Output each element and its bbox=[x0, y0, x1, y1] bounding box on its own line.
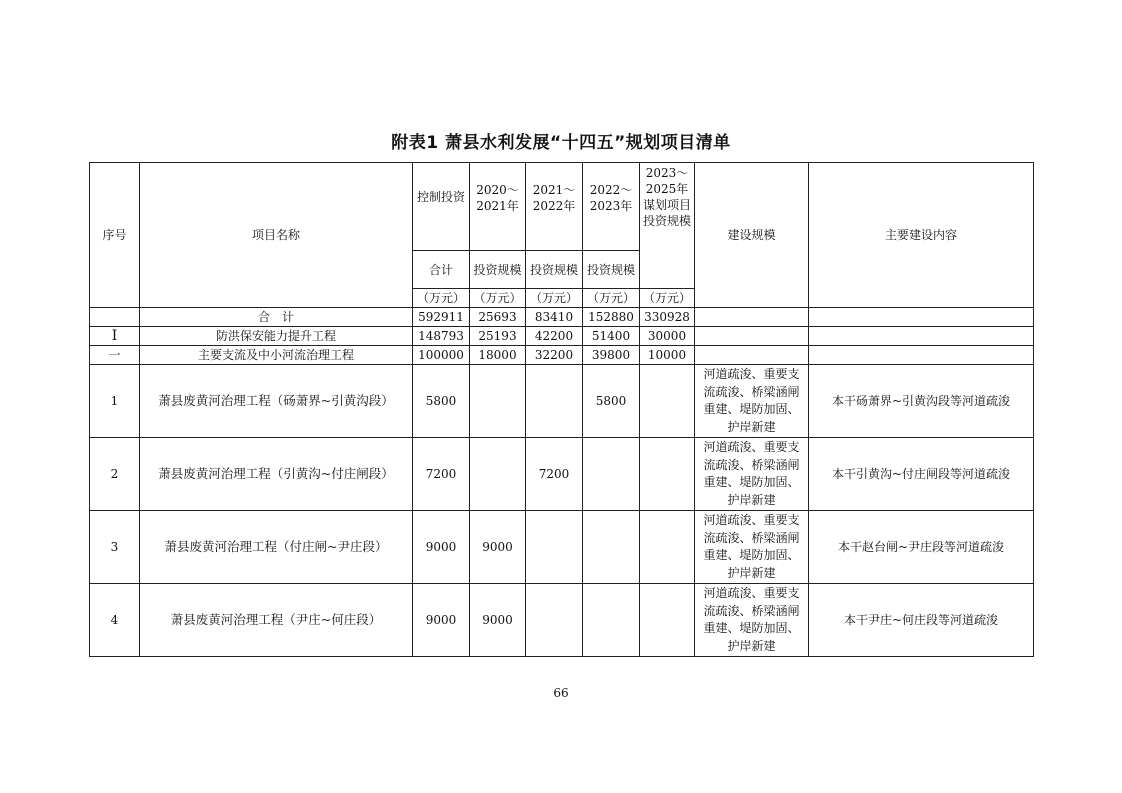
table-row bbox=[90, 327, 1034, 346]
row-y4 bbox=[640, 511, 695, 584]
row-y4 bbox=[640, 584, 695, 657]
header-2022-2023 bbox=[583, 163, 640, 251]
row-y3: 39800 bbox=[583, 346, 640, 365]
row-y4: 30000 bbox=[640, 327, 695, 346]
row-y2 bbox=[526, 365, 583, 438]
header-2023-2025 bbox=[640, 163, 695, 289]
row-y1: 18000 bbox=[470, 346, 526, 365]
header-control-investment-text: 控制投资 bbox=[416, 190, 465, 204]
row-scale bbox=[695, 511, 809, 584]
project-list-table bbox=[89, 162, 1034, 657]
row-content bbox=[809, 327, 1034, 346]
row-content: 本干引黄沟~付庄闸段等河道疏浚 bbox=[809, 438, 1034, 511]
row-scale-text: 河道疏浚、重要支流疏浚、桥梁涵闸重建、堤防加固、护岸新建 bbox=[703, 367, 800, 434]
row-name: 防洪保安能力提升工程 bbox=[140, 327, 413, 346]
row-total: 7200 bbox=[413, 438, 470, 511]
row-name: 萧县废黄河治理工程（付庄闸~尹庄段） bbox=[140, 511, 413, 584]
row-scale bbox=[695, 308, 809, 327]
header-invest-scale-1-text: 投资规模 bbox=[473, 262, 522, 277]
row-content: 本干尹庄~何庄段等河道疏浚 bbox=[809, 584, 1034, 657]
row-seq: 4 bbox=[90, 584, 140, 657]
header-2023-2025-text: 2023～2025年谋划项目投资规模 bbox=[643, 166, 692, 228]
row-name: 萧县废黄河治理工程（尹庄~何庄段） bbox=[140, 584, 413, 657]
header-2022-2023-text: 2022～2023年 bbox=[589, 183, 633, 213]
header-invest-scale-3-text: 投资规模 bbox=[586, 262, 635, 277]
row-scale-text: 河道疏浚、重要支流疏浚、桥梁涵闸重建、堤防加固、护岸新建 bbox=[703, 440, 800, 507]
header-main-content: 主要建设内容 bbox=[809, 163, 1034, 308]
row-seq: 3 bbox=[90, 511, 140, 584]
row-y2 bbox=[526, 584, 583, 657]
row-content bbox=[809, 308, 1034, 327]
row-y3 bbox=[583, 584, 640, 657]
row-total: 9000 bbox=[413, 584, 470, 657]
row-y3 bbox=[583, 511, 640, 584]
header-unit-3: （万元） bbox=[526, 289, 583, 308]
row-name: 合 计 bbox=[140, 308, 413, 327]
header-control-investment bbox=[413, 163, 470, 251]
row-seq bbox=[90, 308, 140, 327]
row-total: 100000 bbox=[413, 346, 470, 365]
table-row bbox=[90, 438, 1034, 511]
table-row bbox=[90, 308, 1034, 327]
table-row bbox=[90, 584, 1034, 657]
header-2021-2022-text: 2021～2022年 bbox=[532, 183, 576, 213]
header-2020-2021-text: 2020～2021年 bbox=[476, 183, 519, 213]
row-total: 592911 bbox=[413, 308, 470, 327]
row-scale-text: 河道疏浚、重要支流疏浚、桥梁涵闸重建、堤防加固、护岸新建 bbox=[703, 513, 800, 580]
header-unit-5: （万元） bbox=[640, 289, 695, 308]
row-y2 bbox=[526, 511, 583, 584]
header-unit-1: （万元） bbox=[413, 289, 470, 308]
row-y4 bbox=[640, 438, 695, 511]
document-title: 附表1 萧县水利发展“十四五”规划项目清单 bbox=[391, 133, 731, 153]
row-y3: 51400 bbox=[583, 327, 640, 346]
header-seq: 序号 bbox=[90, 163, 140, 308]
header-invest-scale-2-text: 投资规模 bbox=[529, 262, 578, 277]
row-content bbox=[809, 346, 1034, 365]
table-row bbox=[90, 365, 1034, 438]
header-2020-2021 bbox=[470, 163, 526, 251]
table-row bbox=[90, 346, 1034, 365]
row-scale-text: 河道疏浚、重要支流疏浚、桥梁涵闸重建、堤防加固、护岸新建 bbox=[703, 586, 800, 653]
row-seq: I bbox=[90, 327, 140, 346]
header-unit-2: （万元） bbox=[470, 289, 526, 308]
row-total: 148793 bbox=[413, 327, 470, 346]
table-row bbox=[90, 511, 1034, 584]
row-scale bbox=[695, 584, 809, 657]
row-scale bbox=[695, 438, 809, 511]
row-seq: 一 bbox=[90, 346, 140, 365]
row-y2: 42200 bbox=[526, 327, 583, 346]
row-y3 bbox=[583, 438, 640, 511]
row-name: 主要支流及中小河流治理工程 bbox=[140, 346, 413, 365]
row-content: 本干赵台闸~尹庄段等河道疏浚 bbox=[809, 511, 1034, 584]
header-build-scale: 建设规模 bbox=[695, 163, 809, 308]
row-y1 bbox=[470, 365, 526, 438]
row-content: 本干砀萧界~引黄沟段等河道疏浚 bbox=[809, 365, 1034, 438]
row-y2: 32200 bbox=[526, 346, 583, 365]
header-row-1 bbox=[90, 163, 1034, 251]
row-scale bbox=[695, 346, 809, 365]
row-y1: 25193 bbox=[470, 327, 526, 346]
row-y2: 7200 bbox=[526, 438, 583, 511]
row-total: 9000 bbox=[413, 511, 470, 584]
row-seq: 1 bbox=[90, 365, 140, 438]
row-seq: 2 bbox=[90, 438, 140, 511]
header-name: 项目名称 bbox=[140, 163, 413, 308]
row-y2: 83410 bbox=[526, 308, 583, 327]
row-y3: 5800 bbox=[583, 365, 640, 438]
row-y1: 9000 bbox=[470, 511, 526, 584]
header-invest-scale-2 bbox=[526, 251, 583, 289]
row-scale bbox=[695, 365, 809, 438]
row-y3: 152880 bbox=[583, 308, 640, 327]
row-y1: 25693 bbox=[470, 308, 526, 327]
row-y4: 330928 bbox=[640, 308, 695, 327]
row-y4: 10000 bbox=[640, 346, 695, 365]
row-name: 萧县废黄河治理工程（引黄沟~付庄闸段） bbox=[140, 438, 413, 511]
row-y1: 9000 bbox=[470, 584, 526, 657]
header-total: 合计 bbox=[413, 251, 470, 289]
row-scale bbox=[695, 327, 809, 346]
row-y4 bbox=[640, 365, 695, 438]
header-invest-scale-3 bbox=[583, 251, 640, 289]
header-unit-4: （万元） bbox=[583, 289, 640, 308]
header-invest-scale-1 bbox=[470, 251, 526, 289]
row-total: 5800 bbox=[413, 365, 470, 438]
row-y1 bbox=[470, 438, 526, 511]
row-name: 萧县废黄河治理工程（砀萧界~引黄沟段） bbox=[140, 365, 413, 438]
page-number: 66 bbox=[553, 686, 569, 700]
header-2021-2022 bbox=[526, 163, 583, 251]
